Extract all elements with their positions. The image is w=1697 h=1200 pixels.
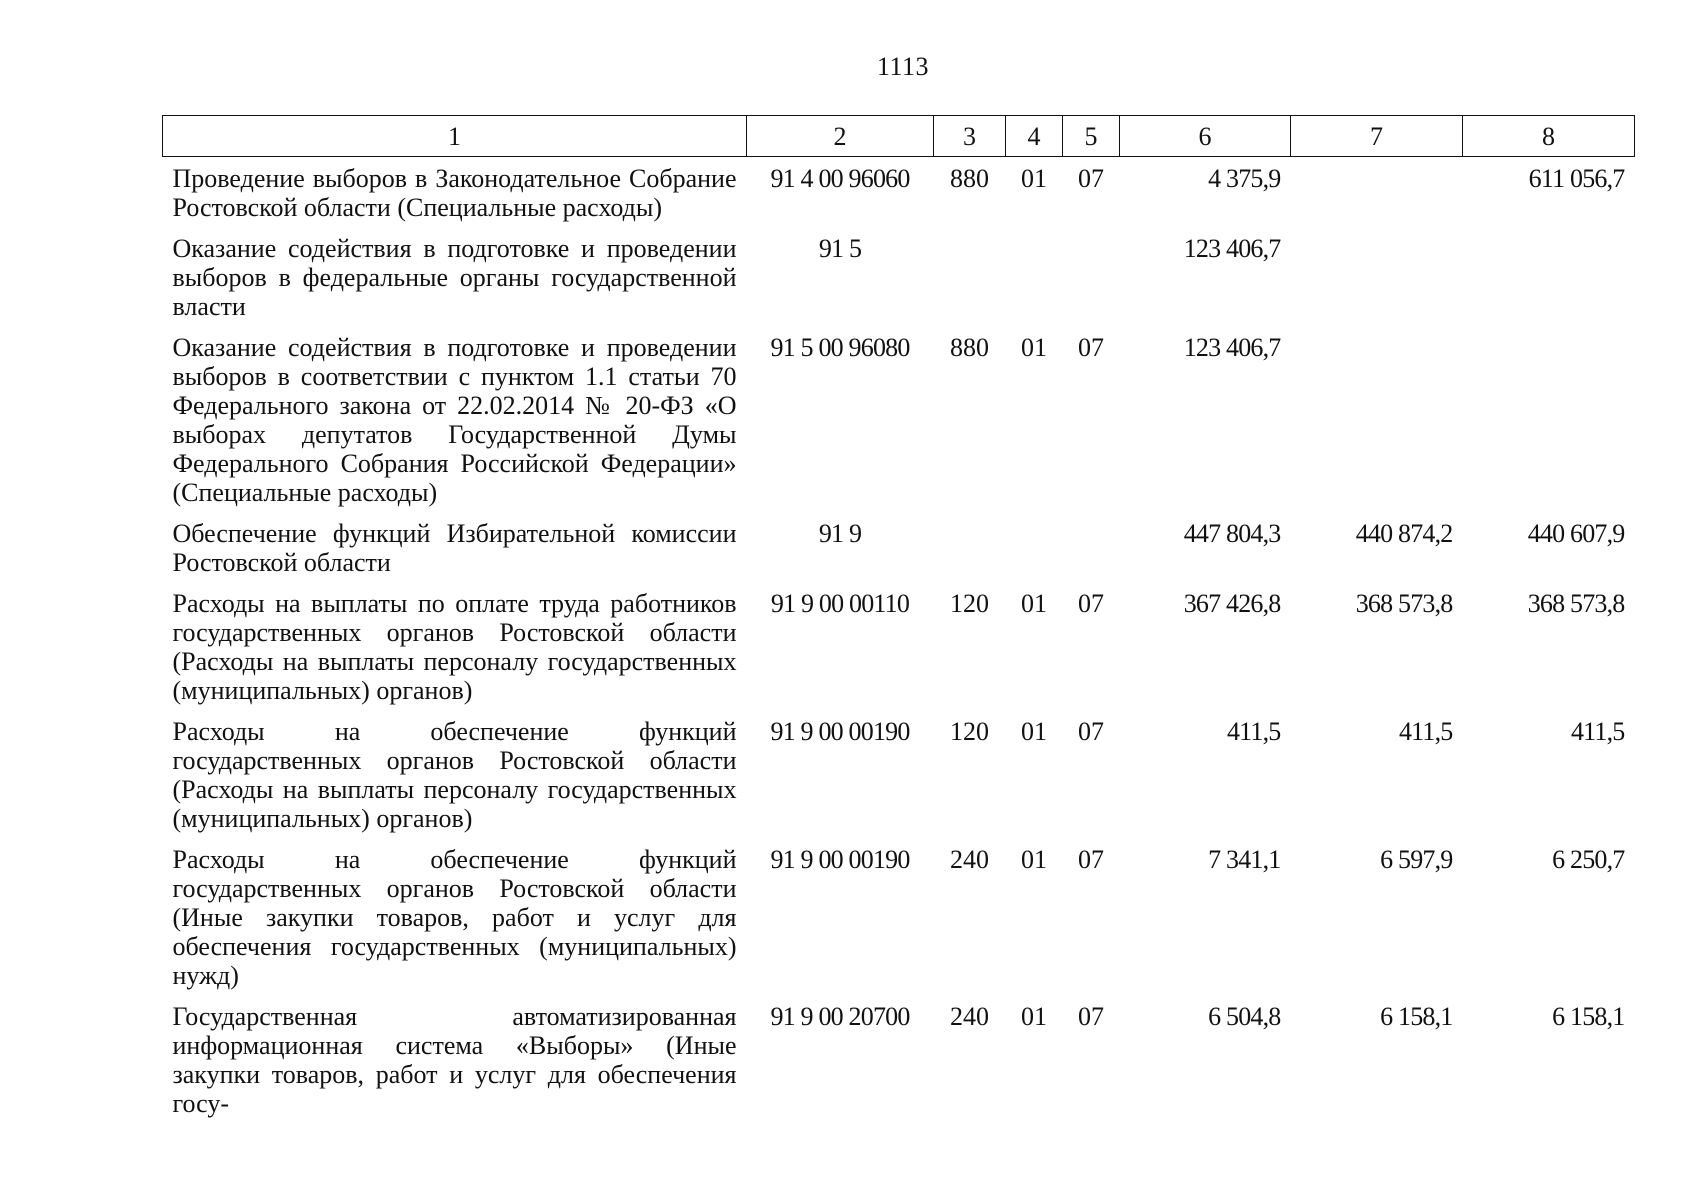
header-col-3: 3 [934, 116, 1006, 157]
row-col-5: 07 [1078, 333, 1104, 362]
row-col-3: 880 [950, 333, 989, 362]
table-row [163, 227, 1635, 326]
row-col-3: 120 [950, 717, 989, 746]
table-body [163, 157, 1635, 1124]
row-value-6: 4 375,9 [1208, 164, 1281, 193]
row-value-7: 411,5 [1398, 717, 1453, 746]
row-value-6: 123 406,7 [1183, 333, 1281, 362]
row-col-4 [1006, 227, 1063, 326]
table-row [163, 326, 1635, 512]
row-description: Проведение выборов в Законодательное Собрание Ростовской области (Специальные расходы) [172, 164, 737, 222]
header-col-5: 5 [1063, 116, 1120, 157]
row-col-4: 01 [1021, 333, 1047, 362]
row-col-5: 07 [1078, 717, 1104, 746]
row-value-7: 6 158,1 [1380, 1002, 1453, 1031]
row-col-3: 120 [950, 589, 989, 618]
row-code: 91 9 00 00190 [770, 845, 910, 874]
row-col-3: 880 [950, 164, 989, 193]
row-value-7 [1291, 227, 1463, 326]
row-description: Расходы на выплаты по оплате труда работников государственных органов Ростовской области (Расходы на выплаты персоналу государственных (муниципальных) органов) [172, 589, 737, 705]
row-col-3: 240 [950, 1002, 989, 1031]
row-value-8: 368 573,8 [1527, 589, 1625, 618]
row-description: Обеспечение функций Избирательной комиссии Ростовской области [172, 519, 737, 577]
row-col-3 [934, 227, 1006, 326]
row-value-8: 6 250,7 [1552, 845, 1625, 874]
row-col-3: 240 [950, 845, 989, 874]
header-col-8: 8 [1463, 116, 1635, 157]
row-value-8: 440 607,9 [1527, 519, 1625, 548]
row-value-6: 7 341,1 [1208, 845, 1281, 874]
row-value-6: 123 406,7 [1183, 234, 1281, 263]
row-value-8: 611 056,7 [1528, 164, 1625, 193]
row-col-5: 07 [1078, 845, 1104, 874]
row-value-8: 6 158,1 [1552, 1002, 1625, 1031]
header-col-4: 4 [1006, 116, 1063, 157]
row-description: Государственная автоматизированная информационная система «Выборы» (Иные закупки товаров, работ и услуг для обеспечения госу- [172, 1002, 737, 1118]
row-code: 91 9 00 00190 [770, 717, 910, 746]
table-row [163, 582, 1635, 710]
row-col-4 [1006, 512, 1063, 582]
header-col-7: 7 [1291, 116, 1463, 157]
row-value-8: 411,5 [1570, 717, 1625, 746]
row-value-7: 6 597,9 [1380, 845, 1453, 874]
page-number: 1113 [876, 52, 930, 81]
header-col-2: 2 [747, 116, 934, 157]
row-code: 91 4 00 96060 [770, 164, 910, 193]
header-row [163, 116, 1635, 157]
row-col-4: 01 [1021, 1002, 1047, 1031]
row-code: 91 5 [818, 234, 862, 263]
row-description: Оказание содействия в подготовке и проведении выборов в соответствии с пунктом 1.1 статьи 70 Федерального закона от 22.02.2014 № 20-ФЗ «О выборах депутатов Государственной Думы Федерального Собрания Российской Федерации» (Специальные расходы) [172, 333, 737, 507]
row-col-4: 01 [1021, 589, 1047, 618]
row-col-4: 01 [1021, 845, 1047, 874]
row-code: 91 5 00 96080 [770, 333, 910, 362]
row-value-6: 411,5 [1226, 717, 1281, 746]
budget-table [162, 115, 1635, 1123]
header-col-6: 6 [1120, 116, 1291, 157]
row-description: Расходы на обеспечение функций государственных органов Ростовской области (Иные закупки товаров, работ и услуг для обеспечения государственных (муниципальных) нужд) [172, 845, 737, 990]
row-col-5: 07 [1078, 164, 1104, 193]
row-col-4: 01 [1021, 717, 1047, 746]
row-value-8 [1463, 227, 1635, 326]
row-value-6: 447 804,3 [1183, 519, 1281, 548]
row-code: 91 9 00 00110 [770, 589, 910, 618]
row-col-5: 07 [1078, 1002, 1104, 1031]
row-col-5 [1063, 512, 1120, 582]
table-row [163, 838, 1635, 995]
row-col-5: 07 [1078, 589, 1104, 618]
row-description: Оказание содействия в подготовке и проведении выборов в федеральные органы государственной власти [172, 234, 737, 321]
row-value-7 [1291, 326, 1463, 512]
row-value-8 [1463, 326, 1635, 512]
table-header [163, 116, 1635, 157]
table-row [163, 995, 1635, 1123]
header-col-1: 1 [163, 116, 747, 157]
table-row [163, 512, 1635, 582]
row-value-6: 367 426,8 [1183, 589, 1281, 618]
row-value-7: 368 573,8 [1355, 589, 1453, 618]
row-code: 91 9 [818, 519, 862, 548]
row-value-7: 440 874,2 [1355, 519, 1453, 548]
row-value-6: 6 504,8 [1208, 1002, 1281, 1031]
row-description: Расходы на обеспечение функций государственных органов Ростовской области (Расходы на выплаты персоналу государственных (муниципальных) органов) [172, 717, 737, 833]
row-col-3 [934, 512, 1006, 582]
row-code: 91 9 00 20700 [770, 1002, 910, 1031]
table-row [163, 157, 1635, 228]
row-value-7 [1291, 157, 1463, 228]
table-row [163, 710, 1635, 838]
row-col-4: 01 [1021, 164, 1047, 193]
row-col-5 [1063, 227, 1120, 326]
